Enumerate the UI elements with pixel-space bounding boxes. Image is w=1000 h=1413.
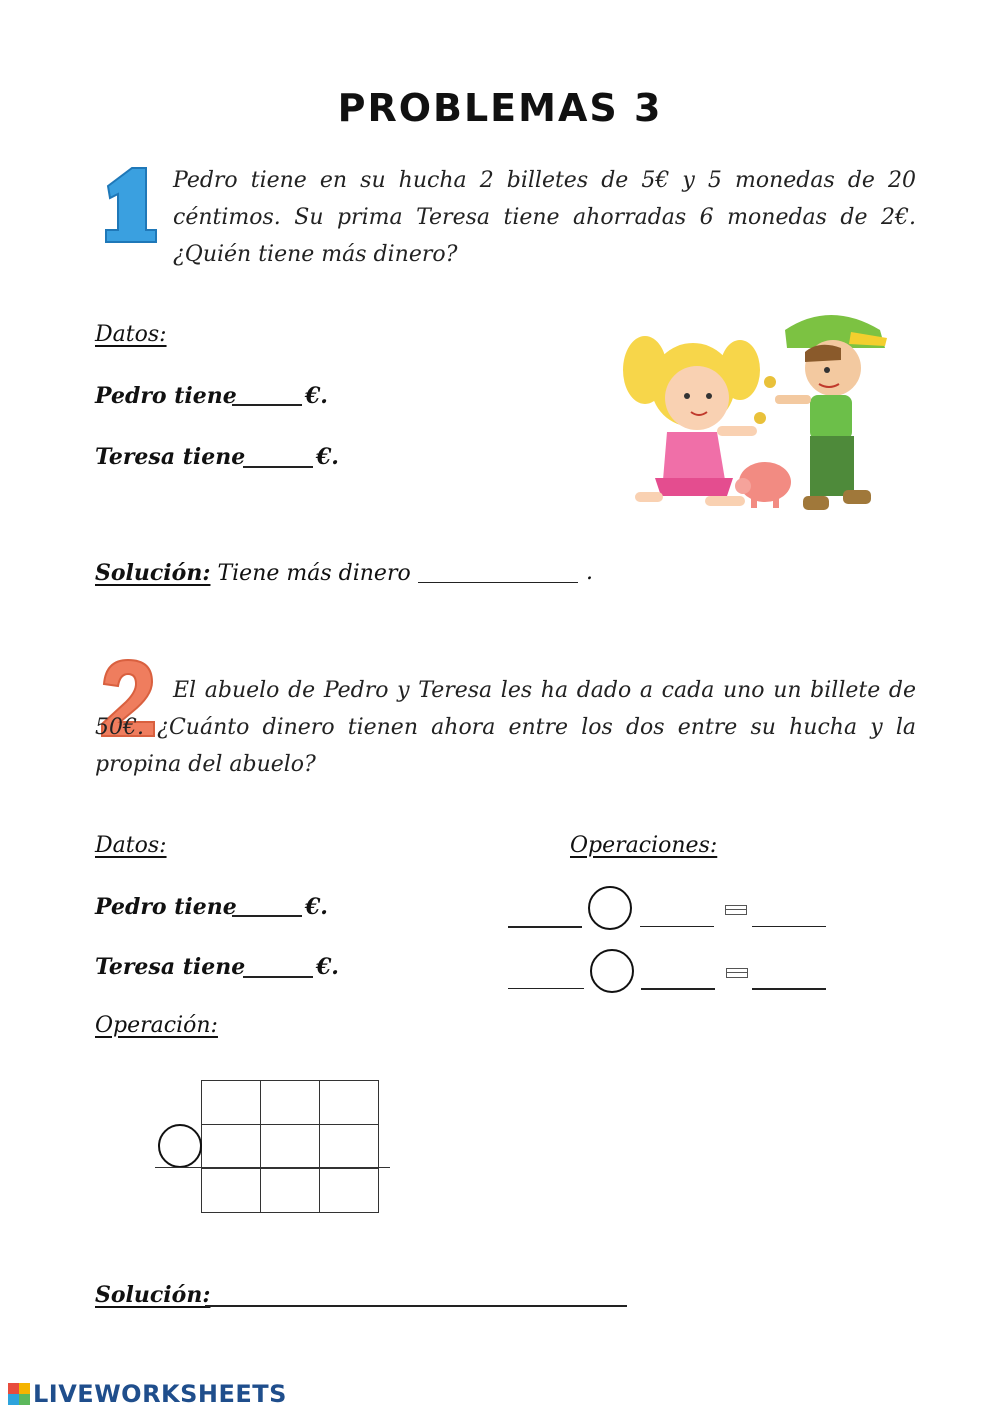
liveworksheets-logo-icon (8, 1383, 30, 1405)
problem-1-text: Pedro tiene en su hucha 2 billetes de 5€ y 5 monedas de 20 céntimos. Su prima Teresa tiene ahorradas 6 monedas de 2€. ¿Quién tiene más dinero? (173, 168, 916, 267)
euro-suffix: €. (316, 954, 339, 980)
solucion-label-2: Solución: (95, 1282, 211, 1308)
euro-suffix: €. (305, 383, 328, 409)
pedro-blank-1[interactable] (232, 404, 302, 406)
teresa-label-1: Teresa tiene (95, 444, 246, 470)
solucion-text-1: Tiene más dinero (217, 561, 411, 586)
teresa-blank-2[interactable] (243, 976, 313, 978)
grid-cell[interactable] (320, 1125, 379, 1169)
euro-suffix: €. (316, 444, 339, 470)
pedro-label-1: Pedro tiene (95, 383, 237, 409)
children-piggy-bank-illustration (605, 300, 895, 525)
operation-divider-line (155, 1167, 390, 1168)
equals-icon (726, 968, 748, 978)
operation-grid (201, 1080, 379, 1213)
pedro-label-2: Pedro tiene (95, 894, 237, 920)
operand-blank[interactable] (508, 988, 584, 989)
operacion-label: Operación: (95, 1013, 218, 1038)
grid-cell[interactable] (261, 1169, 320, 1213)
grid-cell[interactable] (261, 1081, 320, 1125)
operation-operator-circle[interactable] (158, 1124, 202, 1168)
grid-cell[interactable] (261, 1125, 320, 1169)
result-blank[interactable] (752, 988, 826, 990)
teresa-label-2: Teresa tiene (95, 954, 246, 980)
result-blank[interactable] (752, 926, 826, 927)
problem-2-text: El abuelo de Pedro y Teresa les ha dado a cada uno un billete de 50€. ¿Cuánto dinero tienen ahora entre los dos entre su hucha y la propina del abuelo? (95, 678, 916, 777)
grid-cell[interactable] (202, 1125, 261, 1169)
liveworksheets-logo (8, 1380, 287, 1408)
solucion-blank-1[interactable] (418, 582, 578, 583)
brand-name: LIVEWORKSHEETS (33, 1380, 287, 1408)
grid-cell[interactable] (202, 1169, 261, 1213)
datos-label-2: Datos: (95, 833, 167, 858)
operand-blank[interactable] (508, 926, 582, 928)
grid-cell[interactable] (320, 1081, 379, 1125)
grid-cell[interactable] (320, 1169, 379, 1213)
equals-icon (725, 905, 747, 915)
operator-circle[interactable] (590, 949, 634, 993)
page-title: PROBLEMAS 3 (337, 86, 663, 130)
number-1-icon (96, 160, 160, 246)
solucion-blank-2[interactable] (205, 1305, 627, 1307)
operaciones-label: Operaciones: (570, 833, 718, 858)
operand-blank[interactable] (641, 988, 715, 990)
solucion-label-1: Solución: (95, 560, 211, 586)
solucion-end: . (586, 560, 593, 585)
operator-circle[interactable] (588, 886, 632, 930)
teresa-blank-1[interactable] (243, 466, 313, 468)
datos-label-1: Datos: (95, 322, 167, 347)
operand-blank[interactable] (640, 926, 714, 927)
grid-cell[interactable] (202, 1081, 261, 1125)
euro-suffix: €. (305, 894, 328, 920)
solucion-row-1 (95, 560, 411, 586)
pedro-blank-2[interactable] (232, 915, 302, 917)
